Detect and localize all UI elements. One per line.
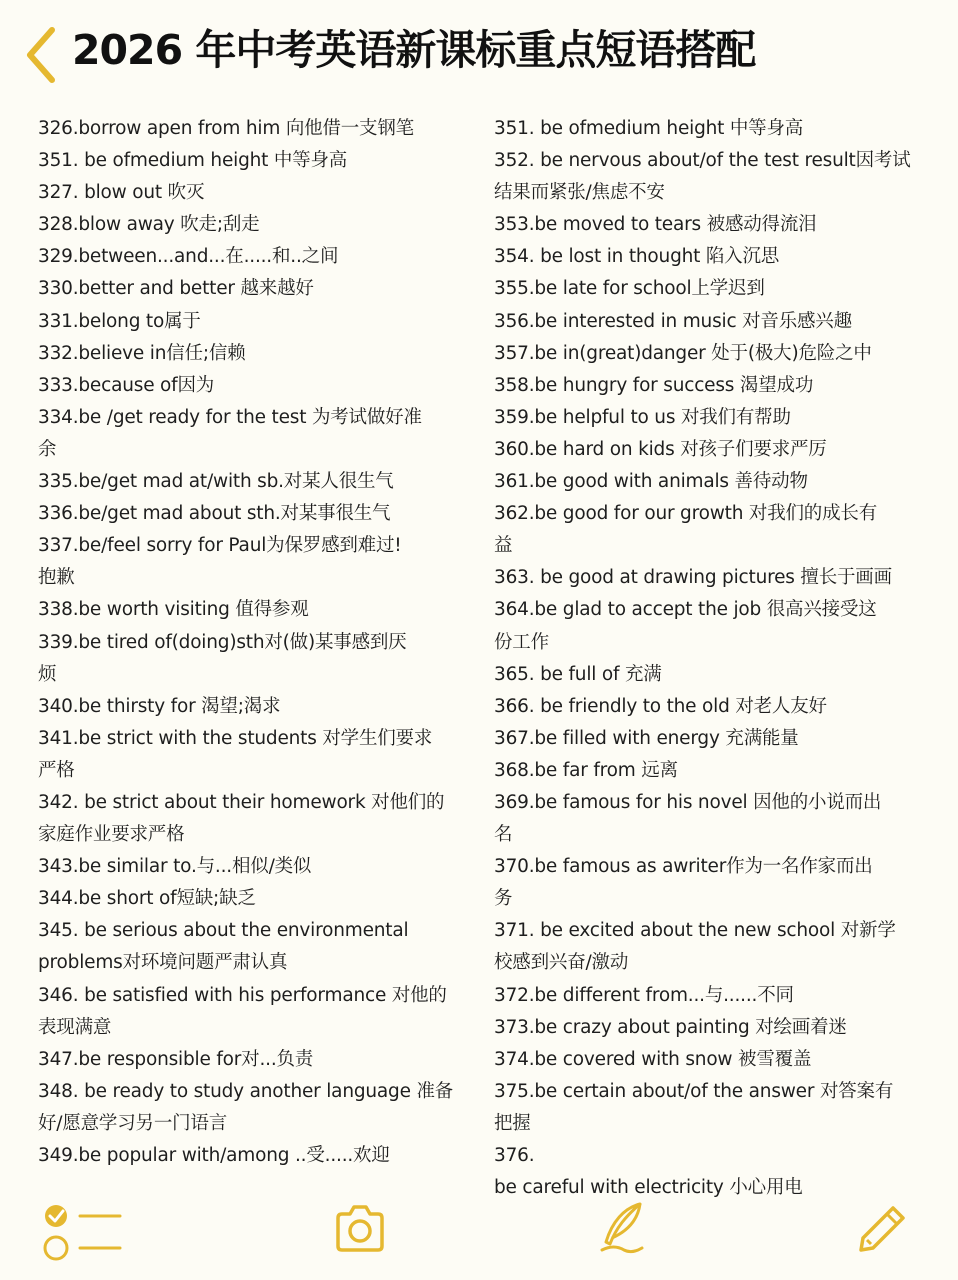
phrase-line: 354. be lost in thought 陷入沉思 [494, 246, 780, 268]
phrase-line: 343.be similar to.与...相似/类似 [38, 856, 312, 878]
phrase-line: 372.be different from...与......不同 [494, 984, 794, 1006]
bottom-toolbar [0, 1190, 958, 1280]
phrase-line: 368.be far from 远离 [494, 759, 678, 781]
phrase-line: 340.be thirsty for 渴望;渴求 [38, 695, 281, 717]
phrase-line: 342. be strict about their homework 对他们的 [38, 791, 445, 813]
phrase-line: 356.be interested in music 对音乐感兴趣 [494, 310, 852, 332]
phrase-line: 373.be crazy about painting 对绘画着迷 [494, 1016, 847, 1038]
chevron-left-icon [18, 20, 68, 90]
phrase-line: 351. be ofmedium height 中等身高 [38, 150, 348, 172]
checklist-icon [40, 1196, 126, 1262]
phrase-line: 367.be filled with energy 充满能量 [494, 727, 799, 749]
phrase-line: 366. be friendly to the old 对老人友好 [494, 695, 827, 717]
phrase-line: 330.better and better 越来越好 [38, 278, 314, 300]
phrase-line: 375.be certain about/of the answer 对答案有 [494, 1080, 894, 1102]
phrase-line: 335.be/get mad at/with sb.对某人很生气 [38, 471, 394, 493]
phrase-line: 333.because of因为 [38, 374, 215, 396]
phrase-line: 校感到兴奋/激动 [494, 952, 629, 974]
phrase-line: 名 [494, 824, 513, 846]
header [0, 0, 958, 110]
phrase-line: 357.be in(great)danger 处于(极大)危险之中 [494, 342, 872, 364]
phrase-line: 332.believe in信任;信赖 [38, 342, 246, 364]
phrase-line: 烦 [38, 663, 57, 685]
phrase-line: 349.be popular with/among ..受.....欢迎 [38, 1145, 390, 1166]
phrase-line: 347.be responsible for对...负责 [38, 1048, 314, 1070]
camera-button[interactable] [332, 1202, 388, 1254]
phrase-line: 374.be covered with snow 被雪覆盖 [494, 1048, 812, 1070]
phrase-line: 336.be/get mad about sth.对某事很生气 [38, 503, 391, 525]
phrase-line: 把握 [494, 1112, 531, 1134]
pencil-icon [855, 1202, 909, 1256]
phrase-line: 331.belong to属于 [38, 310, 201, 332]
phrase-line: 364.be glad to accept the job 很高兴接受这 [494, 599, 877, 621]
phrase-line: 334.be /get ready for the test 为考试做好准 [38, 406, 422, 428]
phrase-line: 345. be serious about the environmental [38, 920, 409, 942]
phrase-line: 抱歉 [38, 567, 75, 589]
phrase-line: 余 [38, 438, 57, 460]
phrase-line: 361.be good with animals 善待动物 [494, 471, 808, 493]
phrase-line: 355.be late for school上学迟到 [494, 278, 765, 300]
checklist-button[interactable] [40, 1196, 126, 1262]
phrase-line: 353.be moved to tears 被感动得流泪 [494, 214, 817, 236]
phrase-line: 329.between...and...在.....和..之间 [38, 246, 339, 268]
phrase-line: be careful with electricity 小心用电 [494, 1177, 803, 1199]
phrase-line: 好/愿意学习另一门语言 [38, 1112, 228, 1134]
phrase-line: 份工作 [494, 631, 549, 653]
phrase-line: 327. blow out 吹灭 [38, 182, 205, 204]
phrase-line: 358.be hungry for success 渴望成功 [494, 374, 814, 396]
phrase-line: 328.blow away 吹走;刮走 [38, 214, 260, 236]
phrase-line: 365. be full of 充满 [494, 663, 662, 685]
phrase-line: 339.be tired of(doing)sth对(做)某事感到厌 [38, 631, 407, 653]
phrase-line: problems对环境问题严肃认真 [38, 952, 288, 974]
phrase-list-left [38, 113, 458, 1172]
phrase-line: 326.borrow apen from him 向他借一支钢笔 [38, 118, 414, 139]
phrase-line: 360.be hard on kids 对孩子们要求严厉 [494, 438, 827, 460]
phrase-line: 351. be ofmedium height 中等身高 [494, 118, 804, 139]
phrase-line: 家庭作业要求严格 [38, 824, 185, 846]
phrase-line: 348. be ready to study another language 准备 [38, 1080, 454, 1102]
phrase-line: 结果而紧张/焦虑不安 [494, 182, 665, 204]
phrase-line: 369.be famous for his novel 因他的小说而出 [494, 791, 882, 813]
page-title: 2026 年中考英语新课标重点短语搭配 [72, 26, 756, 74]
phrase-line: 338.be worth visiting 值得参观 [38, 599, 309, 621]
phrase-line: 370.be famous as awriter作为一名作家而出 [494, 856, 873, 878]
back-button[interactable] [18, 20, 68, 90]
quill-icon [594, 1200, 652, 1258]
phrase-line: 337.be/feel sorry for Paul为保罗感到难过! [38, 535, 402, 557]
phrase-line: 346. be satisfied with his performance 对他的 [38, 984, 447, 1006]
phrase-line: 363. be good at drawing pictures 擅长于画画 [494, 567, 892, 589]
phrase-line: 341.be strict with the students 对学生们要求 [38, 727, 433, 749]
pencil-button[interactable] [855, 1202, 909, 1256]
phrase-line: 371. be excited about the new school 对新学 [494, 920, 896, 942]
phrase-line: 务 [494, 888, 513, 910]
phrase-line: 352. be nervous about/of the test result因考试 [494, 150, 911, 172]
phrase-line: 益 [494, 535, 513, 557]
phrase-line: 359.be helpful to us 对我们有帮助 [494, 406, 791, 428]
phrase-line: 344.be short of短缺;缺乏 [38, 888, 256, 910]
camera-icon [332, 1202, 388, 1254]
phrase-line: 376. [494, 1145, 535, 1166]
phrase-line: 严格 [38, 759, 75, 781]
phrase-list-right [494, 113, 914, 1204]
phrase-line: 表现满意 [38, 1016, 112, 1038]
phrase-line: 362.be good for our growth 对我们的成长有 [494, 503, 878, 525]
quill-button[interactable] [594, 1200, 652, 1258]
